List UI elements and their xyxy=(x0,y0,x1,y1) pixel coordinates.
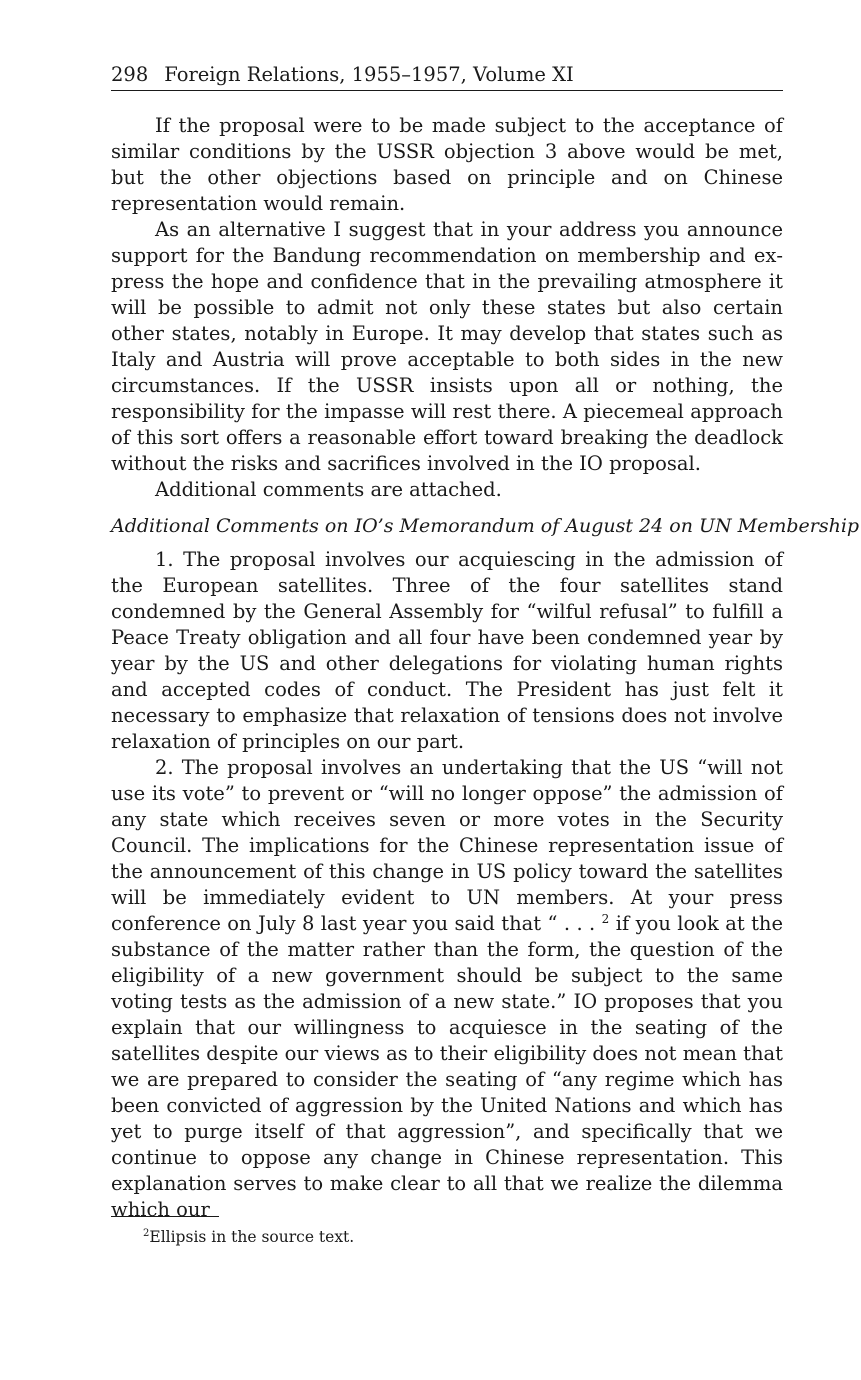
footnote-divider xyxy=(111,1216,219,1217)
footnote-marker: 2 xyxy=(143,1228,150,1239)
running-title: Foreign Relations, 1955–1957, Volume XI xyxy=(164,63,574,86)
page-number: 298 xyxy=(111,63,149,86)
comment-item-2-part-2: if you look at the substance of the matter rather than the form, the question of the eligibility of a new government should be subject to the same voting tests as the admission of a new state.” IO proposes that you explain that our willingness to acquiesce in the seating of the satellites despite our views as to their eligibility does not mean that we are prepared to consider the seating of “any regime which has been convicted of aggression by the United Nations and which has yet to purge itself of that aggression”, and specifically that we continue to oppose any change in Chinese representation. This explanation serves to make clear to all that we realize the dilemma which our xyxy=(111,912,784,1221)
paragraph-additional-comments-note: Additional comments are attached. xyxy=(155,478,502,501)
comment-item-2 xyxy=(111,755,783,1223)
paragraph-alternative-suggestion: As an alternative I suggest that in your address you announce support for the Bandung recommendation on membership and express the hope and confidence that in the prevailing atmosphere it will be possible to admit not only these states but also certain other states, notably in Europe. It may develop that states such as Italy and Austria will prove acceptable to both sides in the new circumstances. If the USSR insists upon all or nothing, the responsibility for the impasse will rest there. A piecemeal approach of this sort offers a reasonable effort toward breaking the deadlock without the risks and sacrifices involved in the IO proposal. xyxy=(111,218,783,475)
footnote xyxy=(143,1227,354,1247)
comment-item-1: 1. The proposal involves our acquiescing in the admission of the European satellites. Three of the four satellites stand condemned by the General Assembly for “wilful refusal” to fulfill a Peace Treaty obligation and all four have been condemned year by year by the US and other delegations for violating human rights and accepted codes of conduct. The President has just felt it necessary to emphasize that relaxation of tensions does not involve relaxation of principles on our part. xyxy=(111,548,783,753)
running-header xyxy=(111,62,783,91)
comment-item-2-part-1: 2. The proposal involves an undertaking that the US “will not use its vote” to prevent or “will no longer oppose” the admission of any state which receives seven or more votes in the Security Council. The implications for the Chinese representation issue of the announcement of this change in US policy toward the satellites will be immediately evident to UN members. At your press conference on July 8 last year you said that “ . . . xyxy=(111,756,783,935)
body-text xyxy=(111,113,860,1223)
section-subheading: Additional Comments on IO’s Memorandum of August 24 on UN Membership xyxy=(111,515,860,537)
footnote-reference: 2 xyxy=(601,912,610,926)
footnote-text: Ellipsis in the source text. xyxy=(149,1228,355,1246)
paragraph-proposal-conditions: If the proposal were to be made subject to the acceptance of similar conditions by the USSR objection 3 above would be met, but the other objections based on principle and on Chinese representation would remain. xyxy=(111,114,783,215)
